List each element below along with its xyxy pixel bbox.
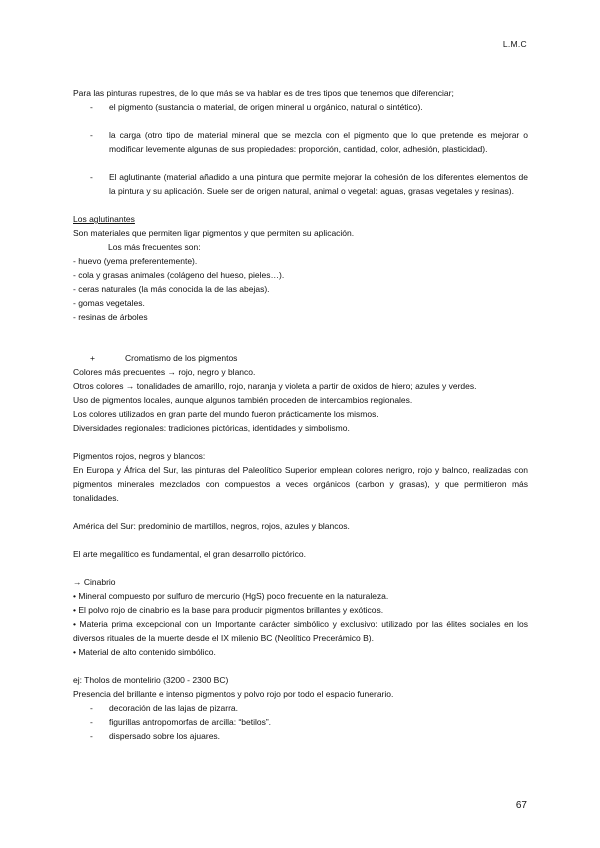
section-description: Presencia del brillante e intenso pigmentos y polvo rojo por todo el espacio funerario. [73,689,394,699]
list-item-text: decoración de las lajas de pizarra. [109,703,238,713]
list-item-text: la carga (otro tipo de material mineral que se mezcla con el pigmento que lo que pretende es mejorar o modificar levemente algunas de sus propiedades: proporción, cantidad, color, adhesión, plasticidad). [109,130,528,154]
text-line: Otros colores → tonalidades de amarillo, rojo, naranja y violeta a partir de oxidos de hiero; azules y verdes. [73,381,477,391]
paragraph: El arte megalítico es fundamental, el gran desarrollo pictórico. [73,549,306,559]
section-heading: ej: Tholos de montelirio (3200 - 2300 BC) [73,675,229,685]
list-marker: - [90,172,93,182]
list-item-text: dispersado sobre los ajuares. [109,731,221,741]
frequent-label: Los más frecuentes son: [108,242,201,252]
bullet-item: • Mineral compuesto por sulfuro de mercurio (HgS) poco frecuente en la naturaleza. [73,591,389,601]
list-item-text: figurillas antropomorfas de arcilla: “betilos”. [109,717,272,727]
page-content [73,86,528,743]
list-item: - ceras naturales (la más conocida la de las abejas). [73,284,270,294]
text-line: Uso de pigmentos locales, aunque algunos también proceden de intercambios regionales. [73,395,413,405]
list-item [73,100,528,114]
bullet-item: • Material de alto contenido simbólico. [73,647,216,657]
intro-paragraph: Para las pinturas rupestres, de lo que más se va hablar es de tres tipos que tenemos que diferenciar; [73,88,454,98]
section-title: Cromatismo de los pigmentos [125,353,238,363]
list-item: - resinas de árboles [73,312,148,322]
section-heading: Los aglutinantes [73,214,135,224]
list-marker: - [90,130,93,140]
paragraph: En Europa y África del Sur, las pinturas del Paleolítico Superior emplean colores nerigro, rojo y balnco, realizadas con pigmentos minerales mezclados con compuestos a veces orgánicos (carbon y grasas), y que permitieron más tonalidades. [73,465,528,503]
list-item-text: el pigmento (sustancia o material, de origen mineral u orgánico, natural o sintético). [109,102,423,112]
section-heading [73,351,528,365]
list-marker: - [90,731,93,741]
paragraph: América del Sur: predominio de martillos, negros, rojos, azules y blancos. [73,521,350,531]
list-marker: - [90,102,93,112]
text-line: Colores más precuentes → rojo, negro y blanco. [73,367,256,377]
list-item [73,715,528,729]
list-marker: + [90,353,95,363]
bullet-item: • Materia prima excepcional con un Importante carácter simbólico y exclusivo: utilizado por las élites sociales en los diversos rituales de la muerte desde el IX milenio BC (Neolítico Precerámico B). [73,619,528,643]
list-item [73,170,528,198]
header-initials: L.M.C [502,39,527,49]
section-heading: Pigmentos rojos, negros y blancos: [73,451,206,461]
list-item [73,729,528,743]
list-item: - cola y grasas animales (colágeno del hueso, pieles…). [73,270,285,280]
list-item [73,128,528,156]
list-item: - gomas vegetales. [73,298,145,308]
bullet-item: • El polvo rojo de cinabrio es la base para producir pigmentos brillantes y exóticos. [73,605,384,615]
text-line: Los colores utilizados en gran parte del mundo fueron prácticamente los mismos. [73,409,379,419]
list-item [73,701,528,715]
section-heading: → Cinabrio [73,577,116,587]
list-item-text: El aglutinante (material añadido a una pintura que permite mejorar la cohesión de los diferentes elementos de la pintura y su aplicación. Suele ser de origen natural, animal o vegetal: aguas, grasas vegetales y resinas). [109,172,528,196]
list-marker: - [90,703,93,713]
section-description: Son materiales que permiten ligar pigmentos y que permiten su aplicación. [73,228,355,238]
list-marker: - [90,717,93,727]
page-number: 67 [515,800,527,811]
list-item: - huevo (yema preferentemente). [73,256,198,266]
text-line: Diversidades regionales: tradiciones pictóricas, identidades y simbolismo. [73,423,350,433]
